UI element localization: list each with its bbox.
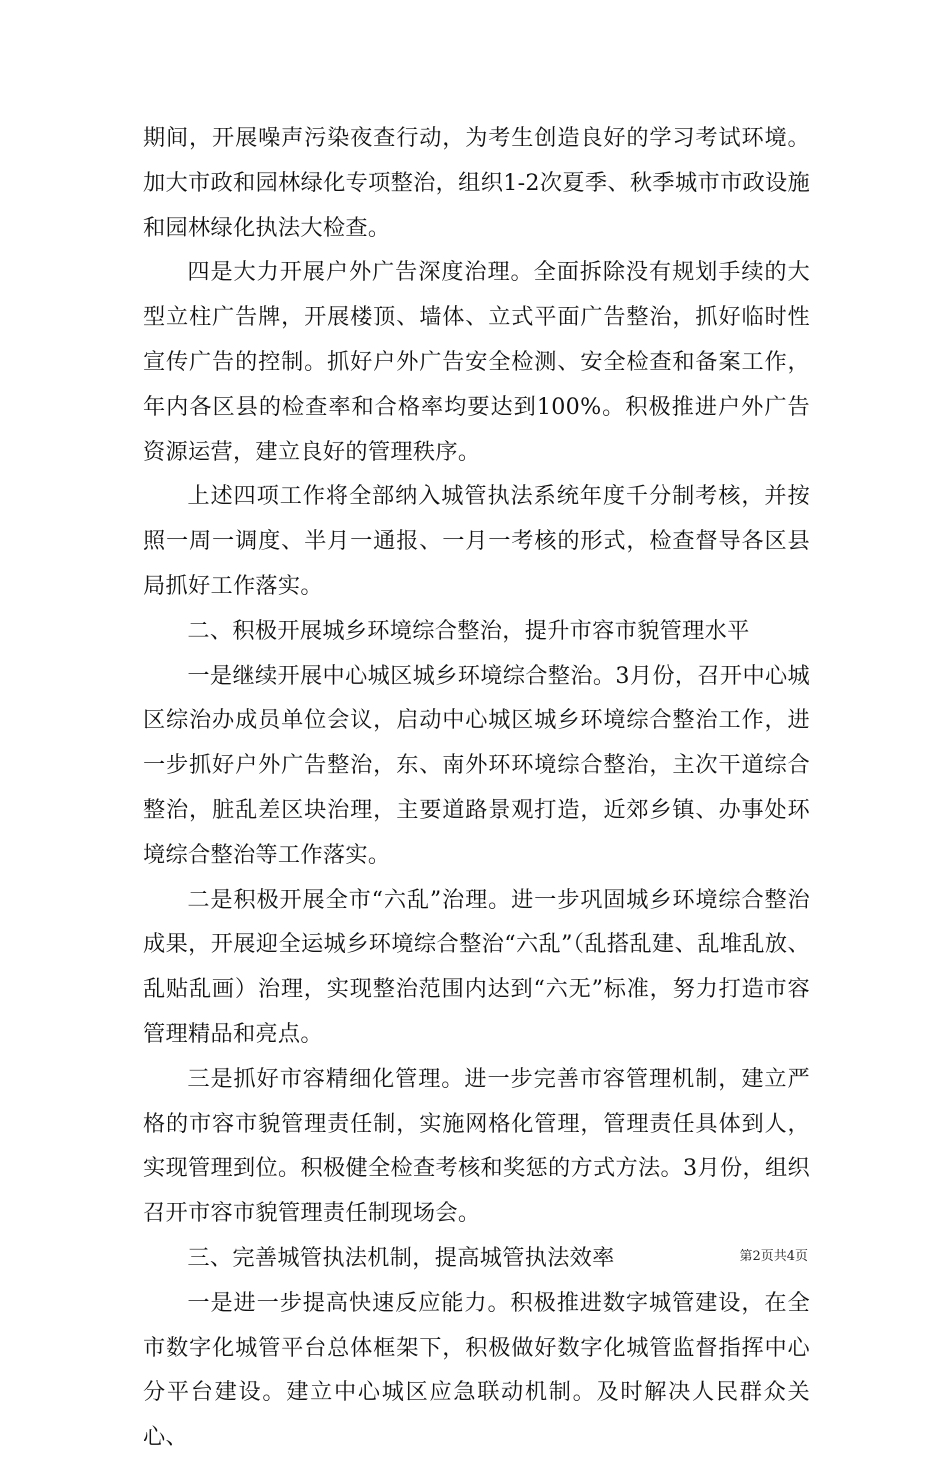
paragraph-9: 一是进一步提高快速反应能力。积极推进数字城管建设，在全市数字化城管平台总体框架下，积极做好数字化城管监督指挥中心分平台建设。建立中心城区应急联动机制。及时解决人民群众关心、 <box>143 1289 810 1451</box>
section-heading-2: 二、积极开展城乡环境综合整治，提升市容市貌管理水平 <box>187 617 750 644</box>
paragraph-1: 期间，开展噪声污染夜查行动，为考生创造良好的学习考试环境。加大市政和园林绿化专项整治，组织1-2次夏季、秋季城市市政设施和园林绿化执法大检查。 <box>143 125 810 241</box>
paragraph-5: 一是继续开展中心城区城乡环境综合整治。3月份，召开中心城区综治办成员单位会议，启动中心城区城乡环境综合整治工作，进一步抓好户外广告整治，东、南外环环境综合整治，主次干道综合整治，脏乱差区块治理，主要道路景观打造，近郊乡镇、办事处环境综合整治等工作落实。 <box>143 662 810 868</box>
page-number-footer: 第2页共4页 <box>739 1249 808 1264</box>
paragraph-3: 上述四项工作将全部纳入城管执法系统年度千分制考核，并按照一周一调度、半月一通报、一月一考核的形式，检查督导各区县局抓好工作落实。 <box>143 483 810 599</box>
document-body <box>143 116 810 1460</box>
paragraph-7: 三是抓好市容精细化管理。进一步完善市容管理机制，建立严格的市容市貌管理责任制，实施网格化管理，管理责任具体到人，实现管理到位。积极健全检查考核和奖惩的方式方法。3月份，组织召开市容市貌管理责任制现场会。 <box>143 1065 810 1227</box>
paragraph-2: 四是大力开展户外广告深度治理。全面拆除没有规划手续的大型立柱广告牌，开展楼顶、墙体、立式平面广告整治，抓好临时性宣传广告的控制。抓好户外广告安全检测、安全检查和备案工作，年内各区县的检查率和合格率均要达到100%。积极推进户外广告资源运营，建立良好的管理秩序。 <box>143 259 810 465</box>
paragraph-6: 二是积极开展全市“六乱”治理。进一步巩固城乡环境综合整治成果，开展迎全运城乡环境综合整治“六乱”（乱搭乱建、乱堆乱放、乱贴乱画）治理，实现整治范围内达到“六无”标准，努力打造市容管理精品和亮点。 <box>143 886 810 1047</box>
section-heading-3: 三、完善城管执法机制，提高城管执法效率 <box>187 1244 615 1271</box>
